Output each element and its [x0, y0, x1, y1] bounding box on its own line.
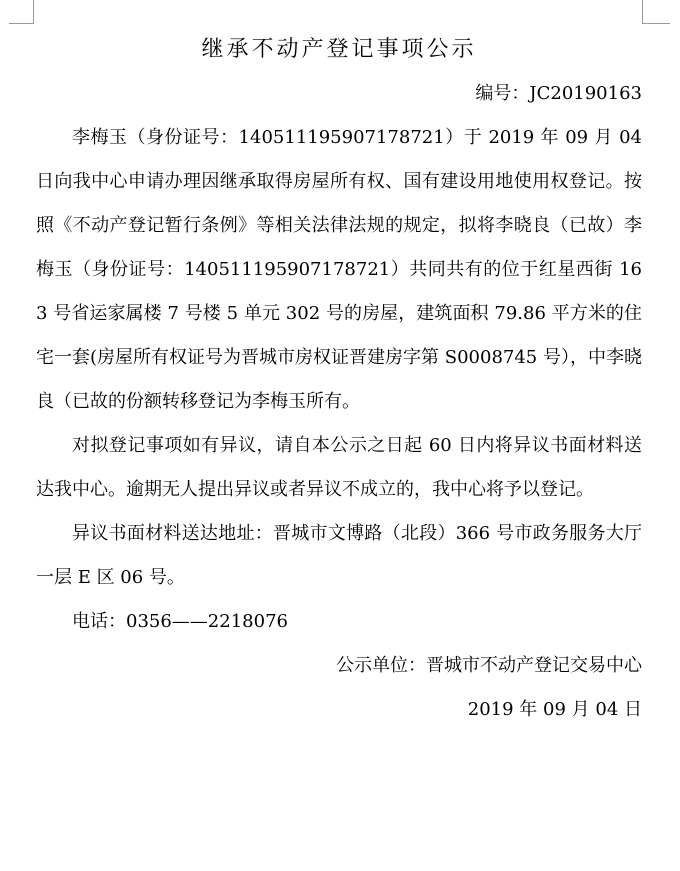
margin-corner-mark [642, 0, 643, 24]
margin-corner-mark [33, 0, 34, 24]
document-page [36, 28, 642, 732]
issuer-line: 公示单位：晋城市不动产登记交易中心 [336, 655, 642, 676]
phone-line: 电话：0356——2218076 [72, 611, 288, 632]
paragraph-objection: 对拟登记事项如有异议，请自本公示之日起 60 日内将异议书面材料送达我中心。逾期无人提出异议或者异议不成立的，我中心将予以登记。 [36, 435, 642, 500]
paragraph-application: 李梅玉（身份证号：140511195907178721）于 2019 年 09 月 04 日向我中心申请办理因继承取得房屋所有权、国有建设用地使用权登记。按照《不动产登记暂行条例》等相关法律法规的规定，拟将李晓良（已故）李梅玉（身份证号：140511195907178721）共同共有的位于红星西街 163 号省运家属楼 7 号楼 5 单元 302 号的房屋，建筑面积 79.86 平方米的住宅一套(房屋所有权证号为晋城市房权证晋建房字第 S0008745 号），中李晓良（已故的份额转移登记为李梅玉所有。 [36, 127, 642, 412]
document-number: 编号：JC20190163 [475, 83, 642, 104]
margin-corner-mark [9, 23, 33, 24]
date-line: 2019 年 09 月 04 日 [467, 699, 642, 720]
document-title: 继承不动产登记事项公示 [201, 37, 477, 62]
margin-corner-mark [642, 23, 670, 24]
paragraph-address: 异议书面材料送达地址：晋城市文博路（北段）366 号市政务服务大厅一层 E 区 06 号。 [36, 523, 642, 588]
